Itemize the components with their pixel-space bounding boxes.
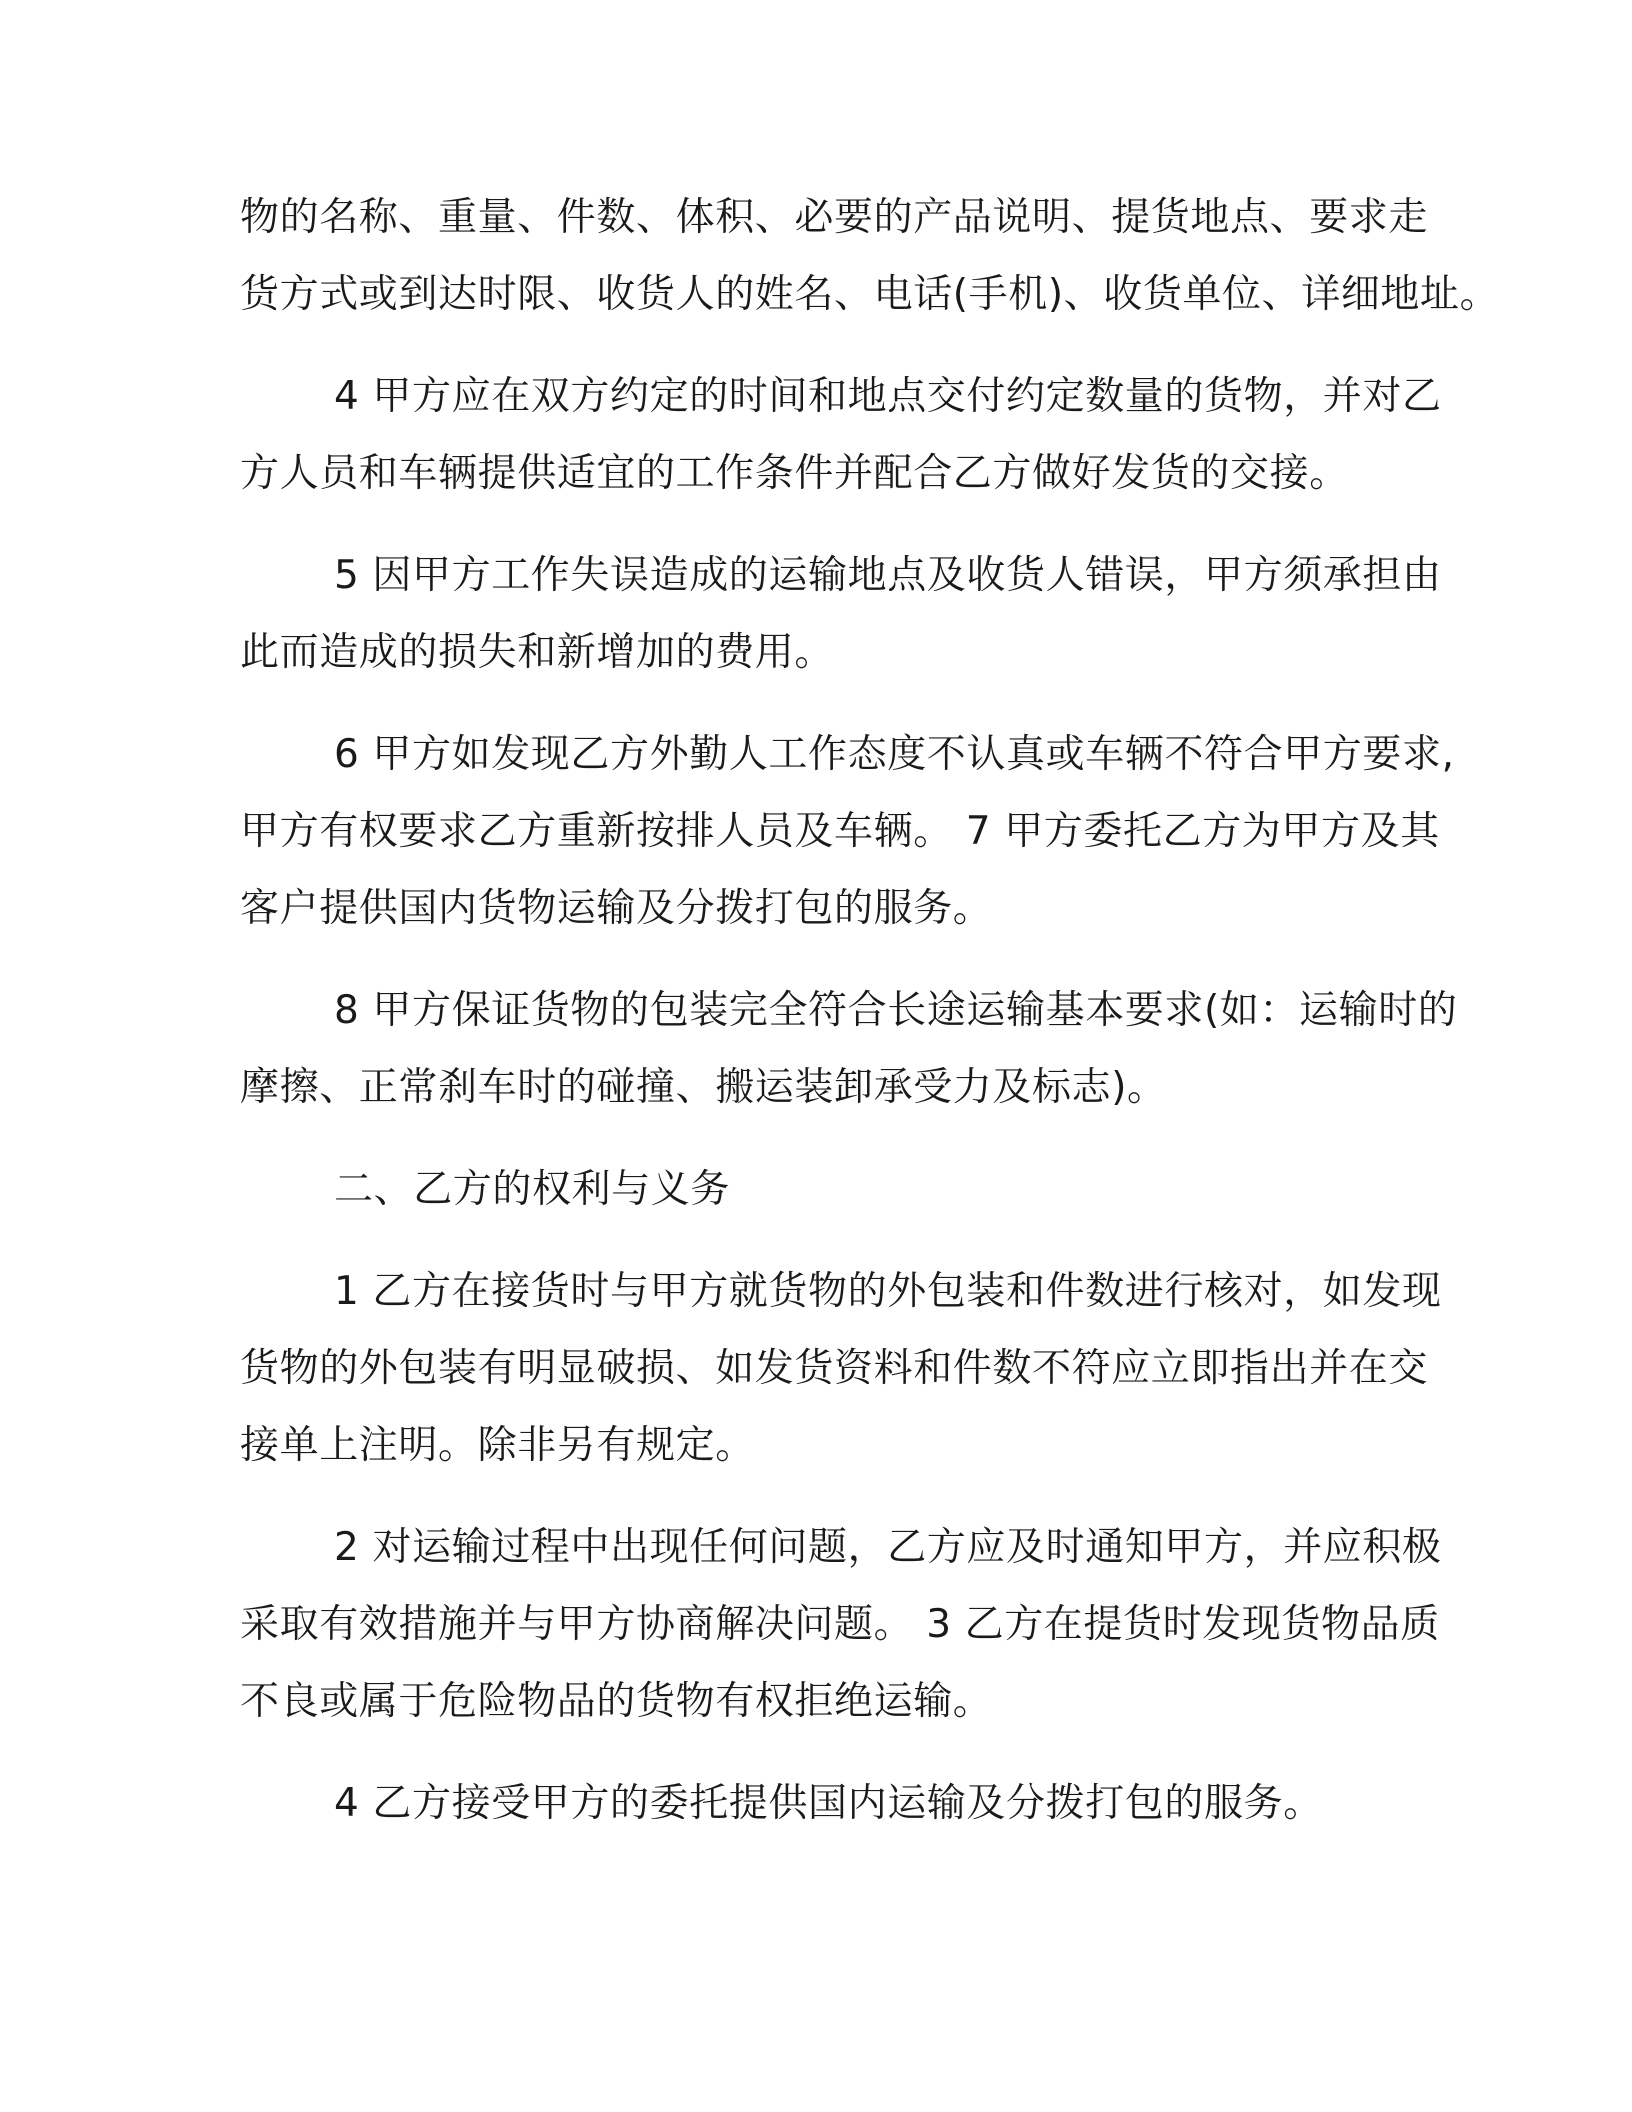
paragraph-start-line: 4 乙方接受甲方的委托提供国内运输及分拨打包的服务。 [334, 1781, 1323, 1826]
text-line: 方人员和车辆提供适宜的工作条件并配合乙方做好发货的交接。 [240, 451, 1349, 496]
text-line: 货物的外包装有明显破损、如发货资料和件数不符应立即指出并在交 [240, 1346, 1429, 1391]
text-line: 此而造成的损失和新增加的费用。 [240, 630, 835, 675]
text-line: 物的名称、重量、件数、体积、必要的产品说明、提货地点、要求走 [240, 195, 1429, 240]
text-line: 采取有效措施并与甲方协商解决问题。 3 乙方在提货时发现货物品质 [240, 1602, 1440, 1647]
section-heading: 二、乙方的权利与义务 [334, 1167, 731, 1212]
paragraph-start-line: 2 对运输过程中出现任何问题，乙方应及时通知甲方，并应积极 [334, 1525, 1442, 1570]
text-line: 货方式或到达时限、收货人的姓名、电话(手机)、收货单位、详细地址。 [240, 272, 1500, 317]
paragraph-start-line: 8 甲方保证货物的包装完全符合长途运输基本要求(如：运输时的 [334, 988, 1458, 1033]
paragraph-start-line: 4 甲方应在双方约定的时间和地点交付约定数量的货物，并对乙 [334, 374, 1442, 419]
paragraph-start-line: 5 因甲方工作失误造成的运输地点及收货人错误，甲方须承担由 [334, 553, 1442, 598]
text-line: 甲方有权要求乙方重新按排人员及车辆。 7 甲方委托乙方为甲方及其 [240, 809, 1440, 854]
text-line: 摩擦、正常刹车时的碰撞、搬运装卸承受力及标志)。 [240, 1065, 1167, 1110]
text-line: 接单上注明。除非另有规定。 [240, 1423, 755, 1468]
text-line: 客户提供国内货物运输及分拨打包的服务。 [240, 886, 993, 931]
text-line: 不良或属于危险物品的货物有权拒绝运输。 [240, 1679, 993, 1724]
paragraph-start-line: 6 甲方如发现乙方外勤人工作态度不认真或车辆不符合甲方要求, [334, 732, 1455, 777]
paragraph-start-line: 1 乙方在接货时与甲方就货物的外包装和件数进行核对，如发现 [334, 1269, 1442, 1314]
